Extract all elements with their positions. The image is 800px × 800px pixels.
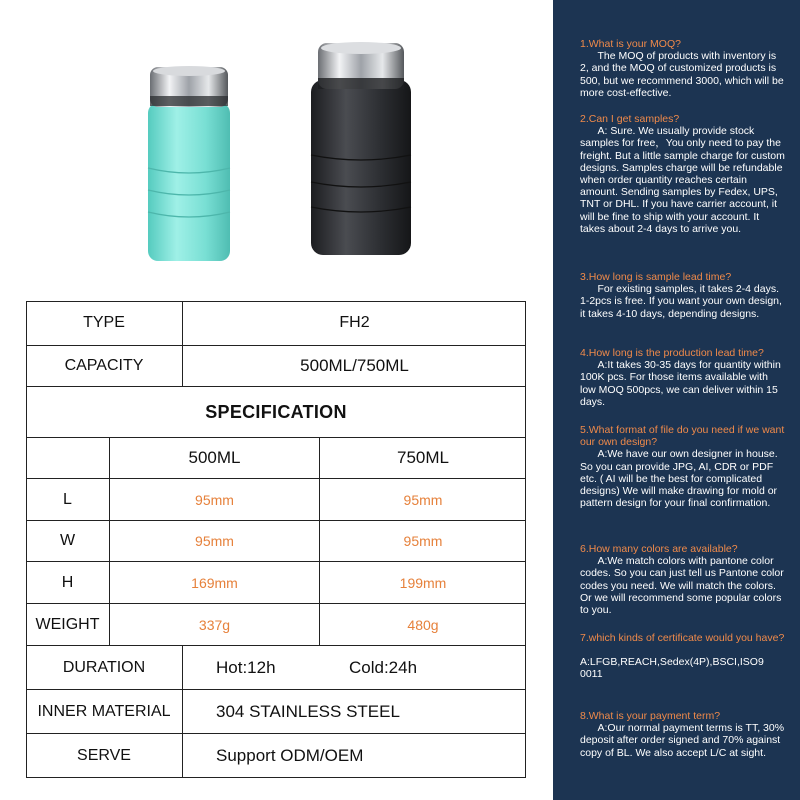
faq-item (580, 632, 785, 681)
spec-row-h (26, 562, 526, 604)
capacity-label: CAPACITY (26, 346, 183, 386)
spec-500-value: 169mm (110, 562, 320, 603)
inner-material-row (26, 690, 526, 734)
spec-750-value: 199mm (399, 574, 447, 591)
faq-question: 3.How long is sample lead time? (580, 271, 732, 283)
spec-title: SPECIFICATION (205, 401, 347, 422)
spec-row-label: WEIGHT (26, 604, 110, 645)
serve-label: SERVE (26, 734, 183, 778)
faq-item (580, 710, 785, 759)
faq-question: 7.which kinds of certificate would you have? (580, 632, 785, 644)
spec-750-value: 480g (407, 616, 439, 633)
faq-answer: A:We have our own designer in house. So you can provide JPG, AI, CDR or PDF etc. ( AI will be the best for complicated designs) We will make drawing for mold or pattern design for your final confirmation. (580, 448, 781, 510)
spec-row-l (26, 479, 526, 521)
faq-answer: A:Our normal payment terms is TT, 30% deposit after order signed and 70% against copy of BL. We also accept L/C at sight. (580, 722, 787, 759)
faq-question: 4.How long is the production lead time? (580, 347, 764, 359)
teal-bottle (148, 66, 230, 261)
duration-label: DURATION (26, 646, 183, 689)
spec-500-value: 337g (110, 604, 320, 645)
spec-row-w (26, 521, 526, 562)
size-header-blank (26, 438, 110, 478)
inner-material-value: 304 STAINLESS STEEL (216, 701, 400, 721)
faq-answer: A: Sure. We usually provide stock samples for free，You only need to pay the freight. But a little sample charge for custom designs. Samples charge will be refundable when order quantity reaches certain amount. Sending samples by Fedex, UPS, TNT or DHL. If you have carrier account, it will be fine to ship with your account. It takes about 2-4 days to arrive you. (580, 125, 788, 235)
faq-item (580, 271, 785, 320)
type-value: FH2 (339, 314, 370, 331)
duration-hot: Hot:12h (216, 657, 276, 677)
col-750ml: 750ML (397, 448, 449, 467)
faq-answer: A:It takes 30-35 days for quantity within 100K pcs. For those items available with low MOQ 500pcs, we can deliver within 15 days. (580, 359, 784, 408)
serve-value: Support ODM/OEM (216, 746, 364, 765)
faq-item (580, 347, 785, 408)
faq-question: 6.How many colors are available? (580, 543, 738, 555)
spec-750-value: 95mm (403, 491, 443, 508)
serve-row (26, 734, 526, 778)
faq-answer: A:LFGB,REACH,Sedex(4P),BSCI,ISO9 0011 (580, 656, 767, 681)
spec-row-label: H (26, 562, 110, 603)
faq-item (580, 113, 788, 235)
faq-panel (553, 0, 800, 800)
spec-750-value: 95mm (403, 533, 443, 549)
capacity-row (26, 346, 526, 387)
faq-answer: The MOQ of products with inventory is 2, and the MOQ of customized products is 500, but we recommend 3000, which will be more cost-effective. (580, 50, 787, 99)
spec-500-value: 95mm (110, 479, 320, 520)
spec-row-label: L (26, 479, 110, 520)
faq-question: 2.Can I get samples? (580, 113, 680, 125)
duration-row (26, 646, 526, 690)
duration-cold: Cold:24h (349, 657, 418, 677)
col-500ml: 500ML (110, 438, 320, 478)
spec-500-value: 95mm (110, 521, 320, 561)
capacity-value: 500ML/750ML (300, 356, 409, 375)
faq-item (580, 38, 785, 99)
spec-title-row (26, 387, 526, 438)
type-label: TYPE (26, 301, 183, 345)
spec-row-weight (26, 604, 526, 646)
spec-row-label: W (26, 521, 110, 561)
faq-item (580, 424, 785, 509)
black-bottle (311, 42, 411, 255)
faq-answer: For existing samples, it takes 2-4 days. 1-2pcs is free. If you want your own design, it takes 4-10 days, depending designs. (580, 283, 785, 320)
product-image (0, 0, 553, 300)
inner-material-label: INNER MATERIAL (26, 690, 183, 733)
faq-question: 8.What is your payment term? (580, 710, 721, 722)
type-row (26, 301, 526, 346)
faq-answer: A:We match colors with pantone color codes. So you can just tell us Pantone color codes you need. We will match the colors. Or we will recommend some popular colors to you. (580, 555, 787, 617)
faq-question: 1.What is your MOQ? (580, 38, 681, 50)
faq-item (580, 543, 785, 616)
faq-question: 5.What format of file do you need if we want our own design? (580, 424, 785, 449)
size-header-row (26, 438, 526, 479)
